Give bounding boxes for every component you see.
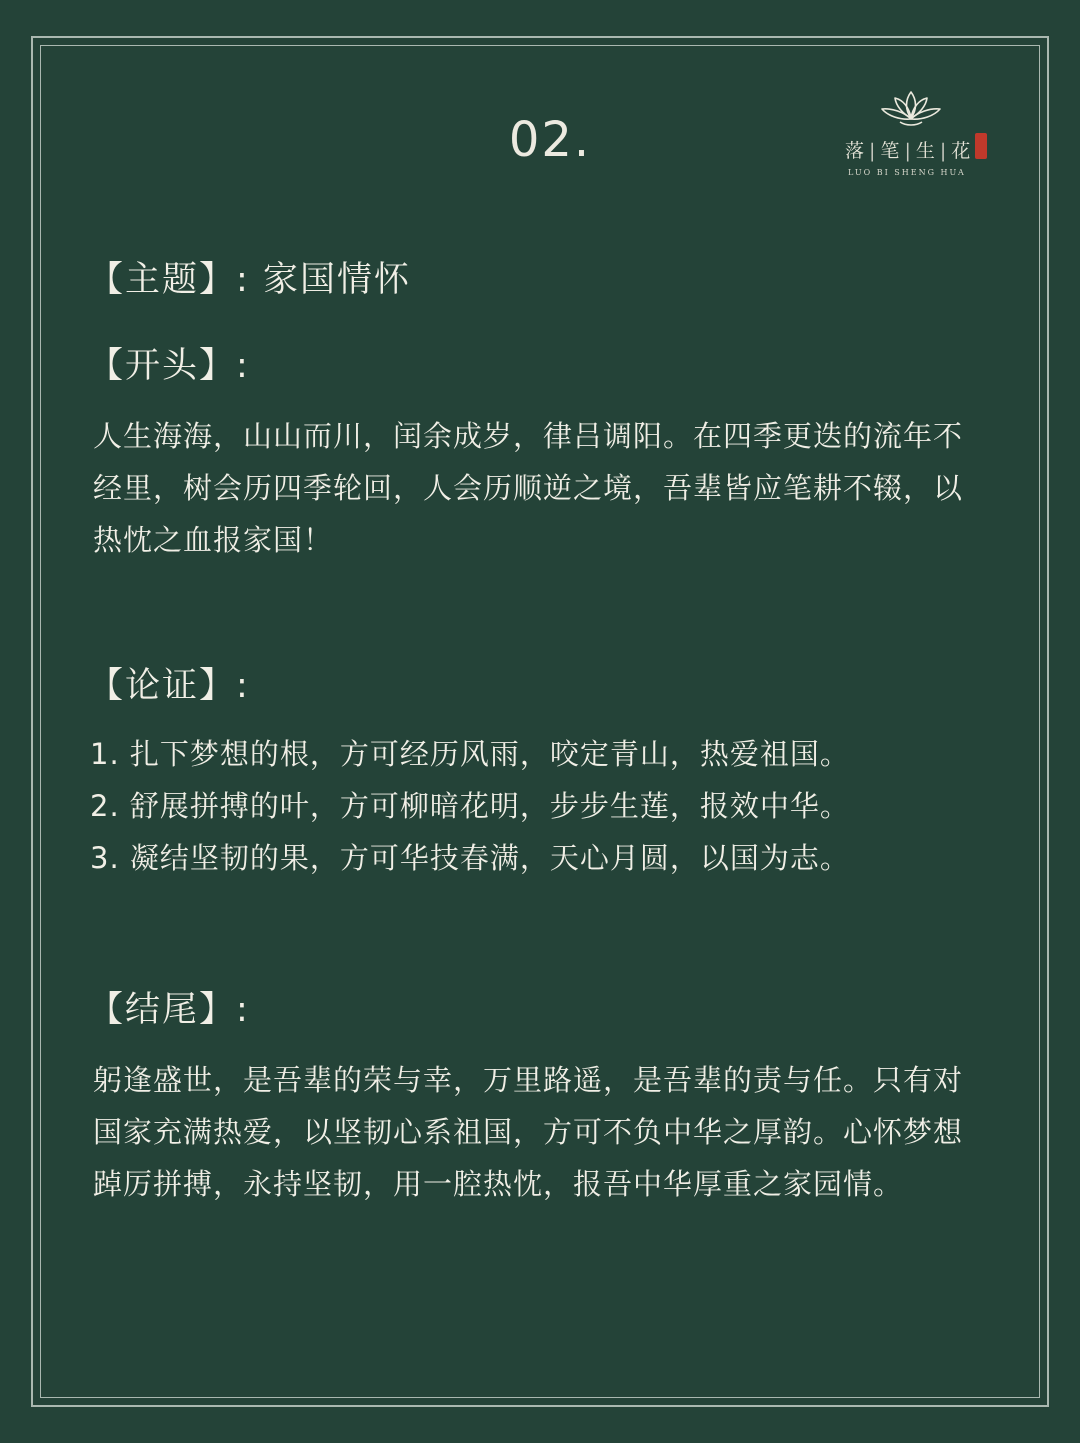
brand-logo bbox=[840, 88, 990, 183]
lotus-icon bbox=[878, 88, 944, 130]
list-item: 3. 凝结坚韧的果，方可华技春满，天心月圆，以国为志。 bbox=[90, 841, 850, 875]
list-item: 2. 舒展拼搏的叶，方可柳暗花明，步步生莲，报效中华。 bbox=[90, 789, 850, 823]
ending-heading: 【结尾】: bbox=[88, 990, 250, 1030]
argument-list bbox=[90, 728, 850, 884]
logo-seal bbox=[975, 133, 987, 159]
logo-char: 花 bbox=[951, 140, 972, 162]
theme-label: 【主题】: bbox=[88, 260, 250, 300]
logo-chinese-name: 落 | 笔 | 生 | 花 bbox=[845, 140, 972, 162]
logo-pinyin: LUO BI SHENG HUA bbox=[848, 168, 966, 177]
logo-char: 落 bbox=[845, 140, 866, 162]
opening-paragraph: 人生海海，山山而川，闰余成岁，律吕调阳。在四季更迭的流年不经里，树会历四季轮回，人会历顺逆之境，吾辈皆应笔耕不辍，以热忱之血报家国！ bbox=[93, 419, 964, 557]
ending-paragraph: 躬逢盛世，是吾辈的荣与幸，万里路遥，是吾辈的责与任。只有对国家充满热爱，以坚韧心系祖国，方可不负中华之厚韵。心怀梦想踔厉拼搏，永持坚韧，用一腔热忱，报吾中华厚重之家园情。 bbox=[93, 1063, 964, 1201]
theme-value: 家国情怀 bbox=[262, 260, 411, 300]
logo-char: 笔 bbox=[880, 140, 901, 162]
page-number: 02. bbox=[508, 112, 592, 168]
argument-heading: 【论证】: bbox=[88, 666, 250, 706]
logo-char: 生 bbox=[915, 140, 936, 162]
theme-line bbox=[88, 252, 411, 302]
opening-heading: 【开头】: bbox=[88, 346, 250, 386]
list-item: 1. 扎下梦想的根，方可经历风雨，咬定青山，热爱祖国。 bbox=[90, 737, 850, 771]
